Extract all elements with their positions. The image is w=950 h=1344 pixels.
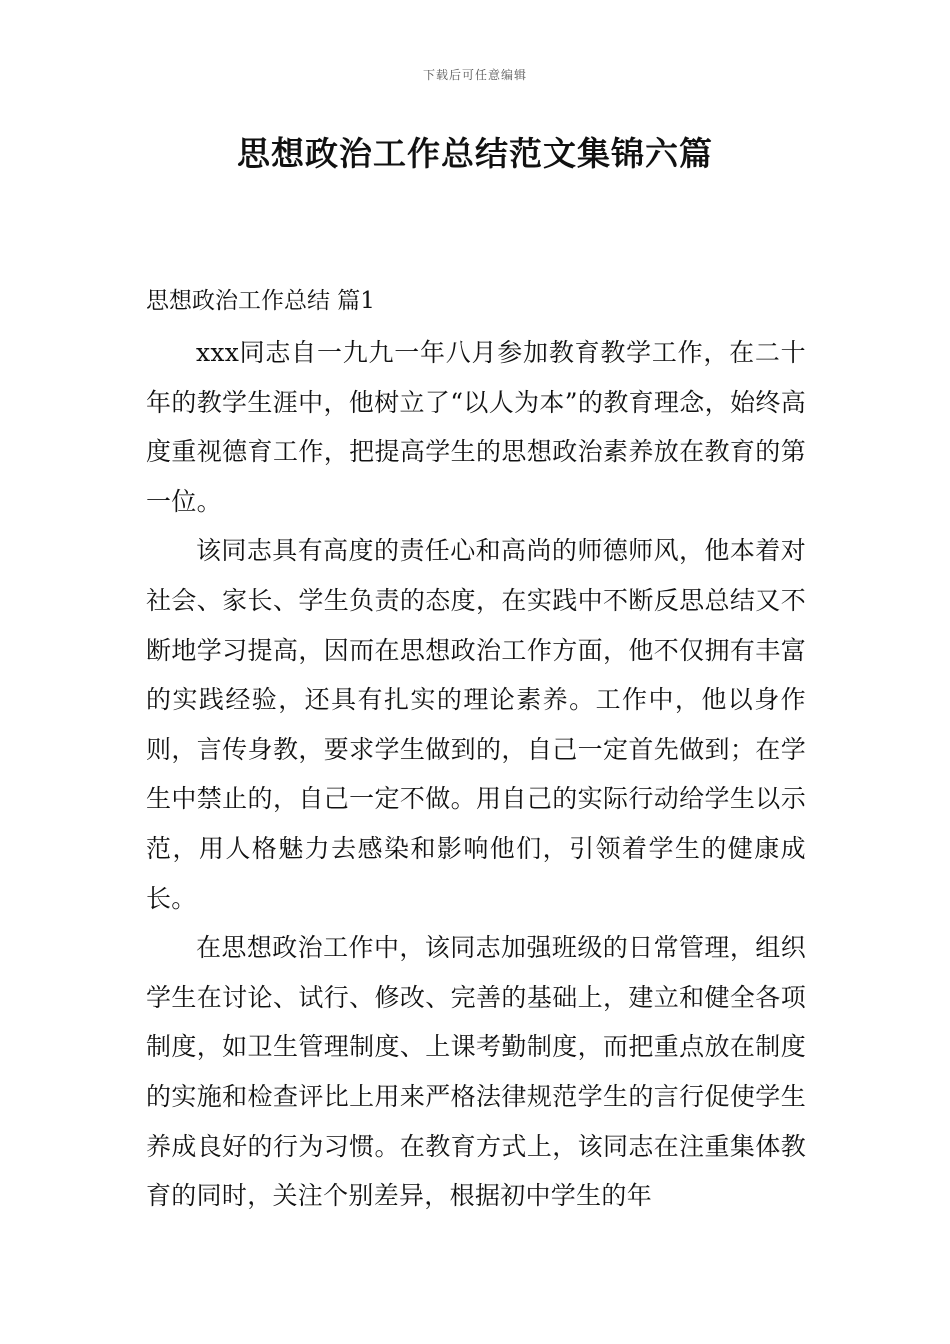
- paragraph: 在思想政治工作中，该同志加强班级的日常管理，组织学生在讨论、试行、修改、完善的基础上，建立和健全各项制度，如卫生管理制度、上课考勤制度，而把重点放在制度的实施和检查评比上用来严格法律规范学生的言行促使学生养成良好的行为习惯。在教育方式上，该同志在注重集体教育的同时，关注个别差异，根据初中学生的年: [146, 933, 806, 1211]
- document-body: [146, 328, 806, 1221]
- header-note: 下载后可任意编辑: [422, 68, 527, 82]
- document-title: 思想政治工作总结范文集锦六篇: [237, 134, 713, 173]
- paragraph: 该同志具有高度的责任心和高尚的师德师风，他本着对社会、家长、学生负责的态度，在实践中不断反思总结又不断地学习提高，因而在思想政治工作方面，他不仅拥有丰富的实践经验，还具有扎实的理论素养。工作中，他以身作则，言传身教，要求学生做到的，自己一定首先做到；在学生中禁止的，自己一定不做。用自己的实际行动给学生以示范，用人格魅力去感染和影响他们，引领着学生的健康成长。: [146, 536, 806, 913]
- paragraph: xxx同志自一九九一年八月参加教育教学工作，在二十年的教学生涯中，他树立了“以人为本”的教育理念，始终高度重视德育工作，把提高学生的思想政治素养放在教育的第一位。: [146, 338, 806, 516]
- section-heading: 思想政治工作总结 篇1: [146, 288, 375, 314]
